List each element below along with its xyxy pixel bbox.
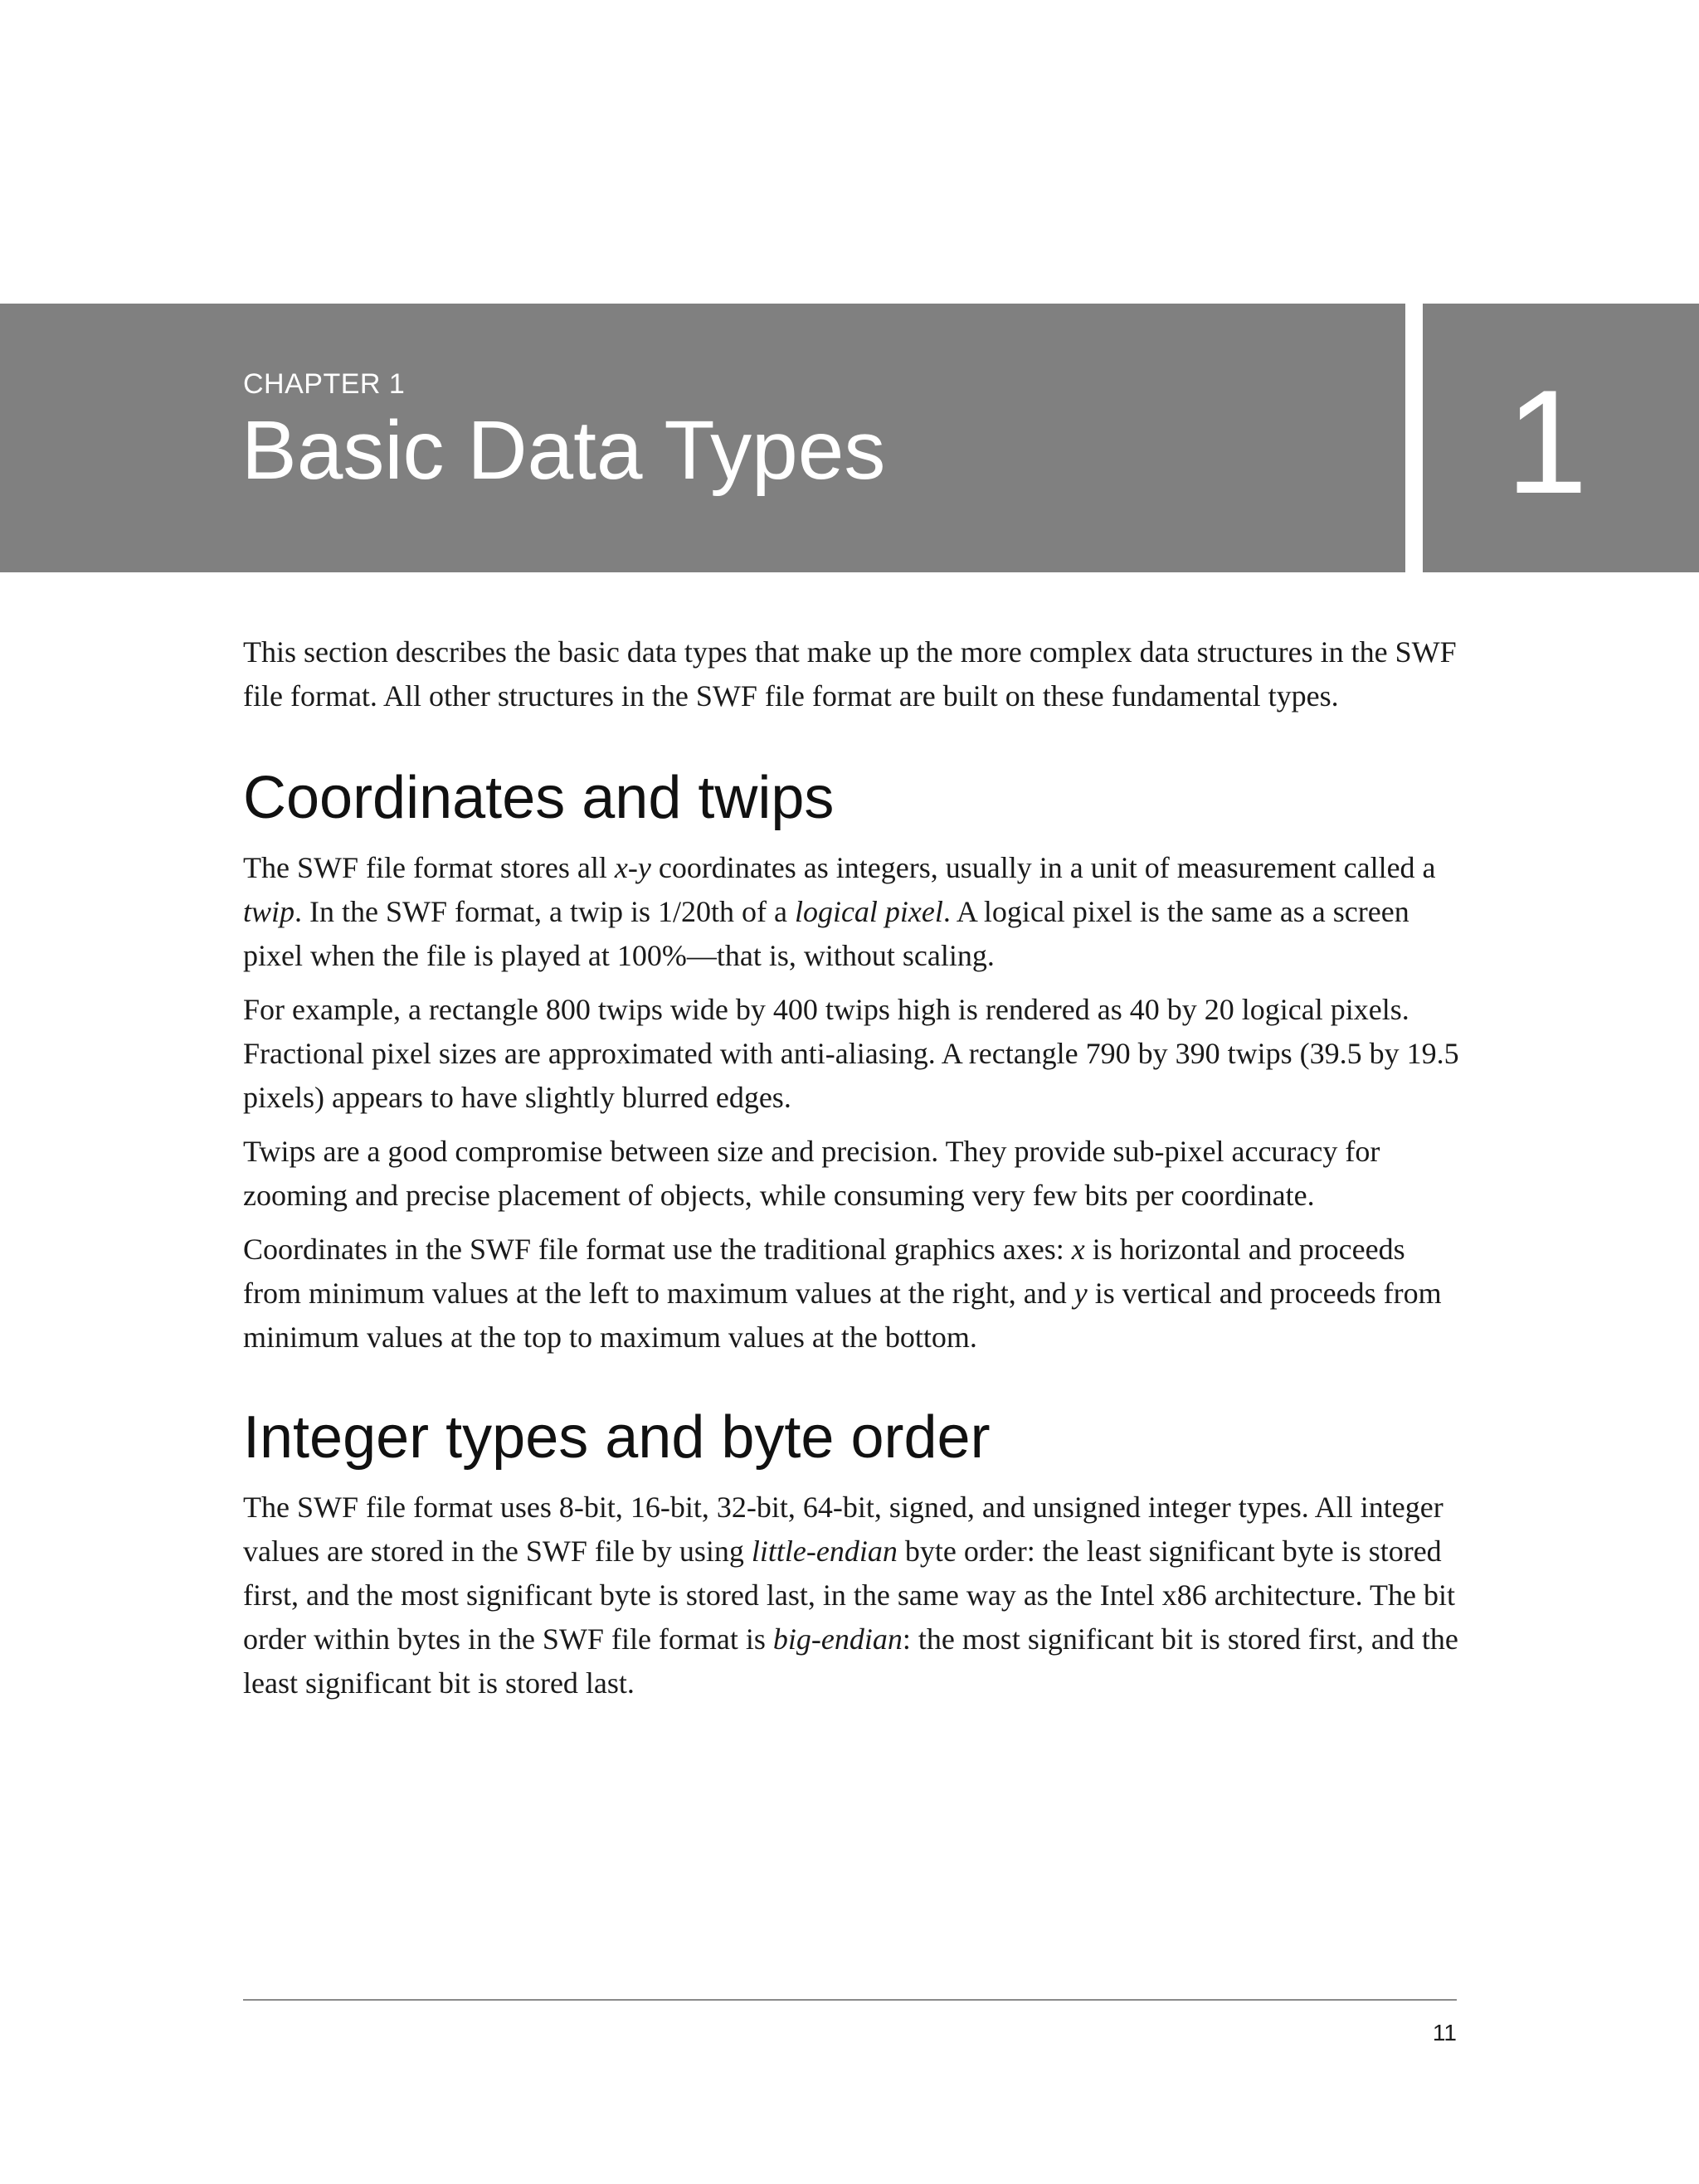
section-heading-coordinates: Coordinates and twips bbox=[243, 765, 835, 831]
chapter-title: Basic Data Types bbox=[241, 404, 886, 497]
emphasis: twip bbox=[243, 895, 295, 929]
emphasis: x-y bbox=[614, 851, 651, 885]
emphasis: y bbox=[1073, 1277, 1088, 1311]
paragraph: For example, a rectangle 800 twips wide by 400 twips high is rendered as 40 by 20 logical pixels. Fractional pixel sizes are approximated with anti-aliasing. A rectangle 790 by 390 twips (39.5 by 19.5 pixels) appears to have slightly blurred edges. bbox=[243, 993, 1459, 1115]
intro-paragraph: This section describes the basic data types that make up the more complex data structures in the SWF file format. All other structures in the SWF file format are built on these fundamental types. bbox=[243, 635, 1457, 713]
paragraph: Twips are a good compromise between size and precision. They provide sub-pixel accuracy for zooming and precise placement of objects, while consuming very few bits per coordinate. bbox=[243, 1135, 1380, 1213]
chapter-label: CHAPTER 1 bbox=[243, 368, 406, 400]
emphasis: x bbox=[1071, 1233, 1085, 1267]
paragraph: The SWF file format stores all x-y coordinates as integers, usually in a unit of measurement called a twip. In the SWF format, a twip is 1/20th of a logical pixel. A logical pixel is the same as a screen pixel when the file is played at 100%—that is, without scaling. bbox=[243, 851, 1436, 973]
footer-rule bbox=[243, 1999, 1457, 2001]
page-number: 11 bbox=[1432, 2020, 1457, 2045]
emphasis: little-endian bbox=[751, 1535, 898, 1569]
paragraph: Coordinates in the SWF file format use the traditional graphics axes: x is horizontal and proceeds from minimum values at the left to maximum values at the right, and y is vertical and proceeds from minimum values at the top to maximum values at the bottom. bbox=[243, 1233, 1442, 1355]
emphasis: logical pixel bbox=[794, 895, 943, 929]
paragraph: The SWF file format uses 8-bit, 16-bit, 32-bit, 64-bit, signed, and unsigned integer types. All integer values are stored in the SWF file by using little-endian byte order: the least significant byte is stored first, and the most significant byte is stored last, in the same way as the Intel x86 architecture. The bit order within bytes in the SWF file format is big-endian: the most significant bit is stored first, and the least significant bit is stored last. bbox=[243, 1491, 1458, 1700]
section-heading-integer-types: Integer types and byte order bbox=[243, 1404, 991, 1471]
chapter-number: 1 bbox=[1506, 359, 1588, 524]
emphasis: big-endian bbox=[772, 1622, 903, 1656]
page-content bbox=[243, 630, 1463, 1715]
